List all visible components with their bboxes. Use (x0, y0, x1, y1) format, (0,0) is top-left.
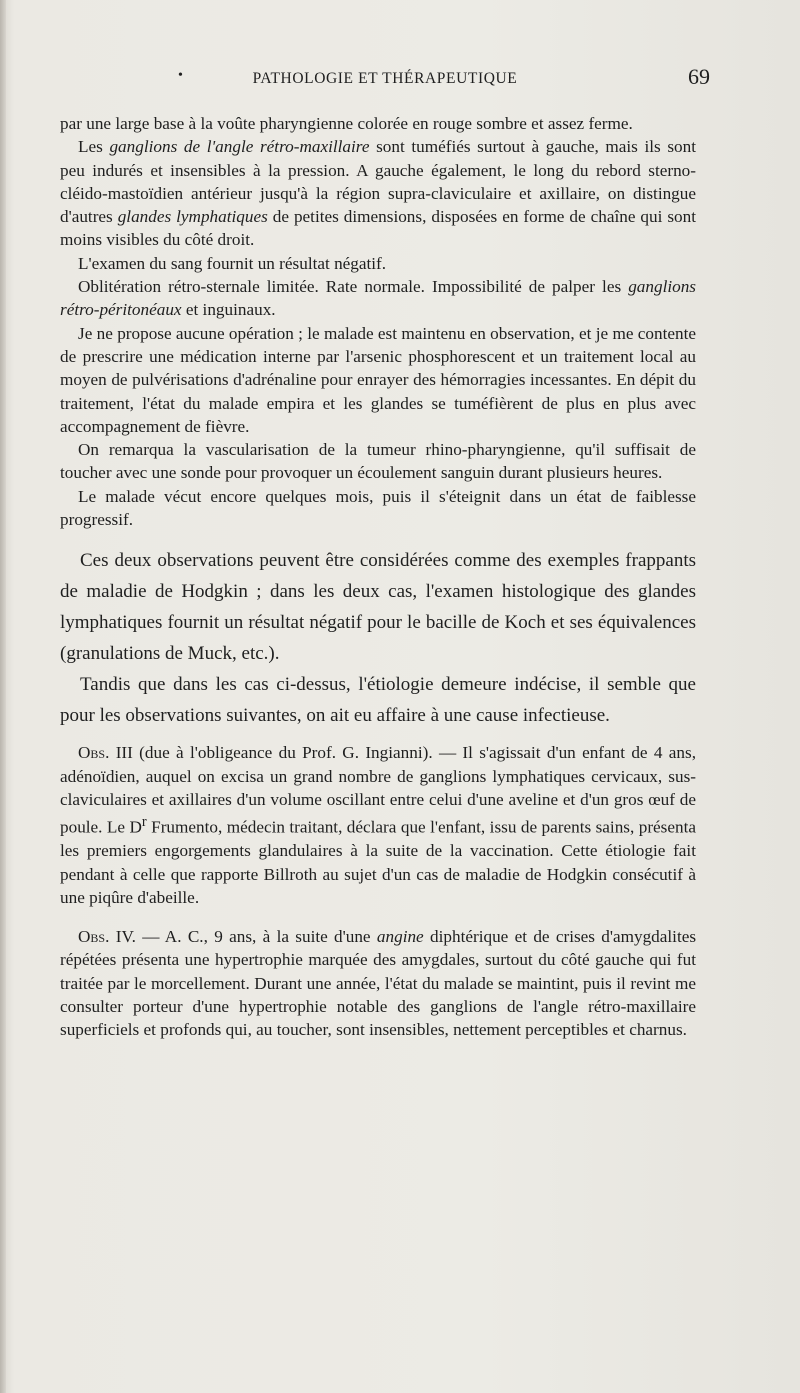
observation-3: Obs. III (due à l'obligeance du Prof. G. Ingianni). — Il s'agissait d'un enfant de 4 ans, adénoïdien, auquel on excisa un grand nombre de ganglions lymphatiques cervicaux, sus-claviculaires et axillaires d'un volume oscillant entre celui d'une aveline et d'un gros œuf de poule. Le $D^r$ Frumento, médecin traitant, déclara que l'enfant, issu de parents sains, présenta les premiers engorgements glandulaires à la suite de la vaccination. Cette étiologie fait pendant à celle que rapporte Billroth au sujet d'un cas de maladie de Hodgkin consécutif à une piqûre d'abeille. (60, 743, 696, 907)
paragraph: Les ganglions de l'angle rétro-maxillaire sont tuméfiés surtout à gauche, mais ils sont peu indurés et insensibles à la pression. A gauche également, le long du rebord sterno-cléido-mastoïdien antérieur jusqu'à la région supra-claviculaire et axillaire, on distingue d'autres glandes lymphatiques de petites dimensions, disposées en forme de chaîne qui sont moins visibles du côté droit. (60, 137, 696, 250)
italic-term: angine (376, 927, 424, 947)
italic-term: ganglions de l'angle rétro-maxillaire (109, 137, 370, 157)
page-body (60, 112, 696, 1042)
obs-label: Obs. (78, 927, 110, 947)
paragraph-large: Tandis que dans les cas ci-dessus, l'étiologie demeure indécise, il semble que pour les observations suivantes, on ait eu affaire à une cause infectieuse. (60, 674, 696, 727)
page-binding-edge (0, 0, 6, 1393)
page-number: 69 (688, 64, 710, 89)
paragraph: par une large base à la voûte pharyngienne colorée en rouge sombre et assez ferme. (60, 114, 633, 133)
paragraph: Le malade vécut encore quelques mois, puis il s'éteignit dans un état de faiblesse progressif. (60, 486, 696, 530)
observation-4: Obs. IV. — A. C., 9 ans, à la suite d'une angine diphtérique et de crises d'amygdalites répétées présenta une hypertrophie marquée des amygdales, surtout du côté gauche qui fut traitée par le morcellement. Durant une année, l'état du malade se maintint, puis il revint me consulter porteur d'une hypertrophie notable des ganglions de l'angle rétro-maxillaire superficiels et profonds qui, au toucher, sont insensibles, nettement perceptibles et charnus. (60, 927, 697, 1040)
running-title: PATHOLOGIE ET THÉRAPEUTIQUE (252, 70, 518, 87)
obs-label: Obs. (78, 743, 110, 763)
italic-term: glandes lymphatiques (117, 207, 268, 227)
running-header (60, 64, 710, 94)
header-mark: • (178, 68, 183, 83)
italic-term: ganglions rétro-péritonéaux (60, 277, 696, 320)
paragraph: Je ne propose aucune opération ; le malade est maintenu en observation, et je me contente de prescrire une médication interne par l'arsenic phosphorescent et un traitement local au moyen de pulvérisations d'adrénaline pour enrayer des hémorragies incessantes. En dépit du traitement, l'état du malade empira et les glandes se tuméfièrent de plus en plus avec accompagnement de fièvre. (60, 323, 696, 436)
paragraph: Oblitération rétro-sternale limitée. Rate normale. Impossibilité de palper les ganglions rétro-péritonéaux et inguinaux. (60, 277, 696, 320)
paragraph: On remarqua la vascularisation de la tumeur rhino-pharyngienne, qu'il suffisait de toucher avec une sonde pour provoquer un écoulement sanguin durant plusieurs heures. (60, 440, 696, 483)
paragraph: L'examen du sang fournit un résultat négatif. (78, 253, 387, 273)
paragraph-large: Ces deux observations peuvent être considérées comme des exemples frappants de maladie de Hodgkin ; dans les deux cas, l'examen histologique des glandes lymphatiques fournit un résultat négatif pour le bacille de Koch et ses équivalences (granulations de Muck, etc.). (60, 550, 696, 665)
